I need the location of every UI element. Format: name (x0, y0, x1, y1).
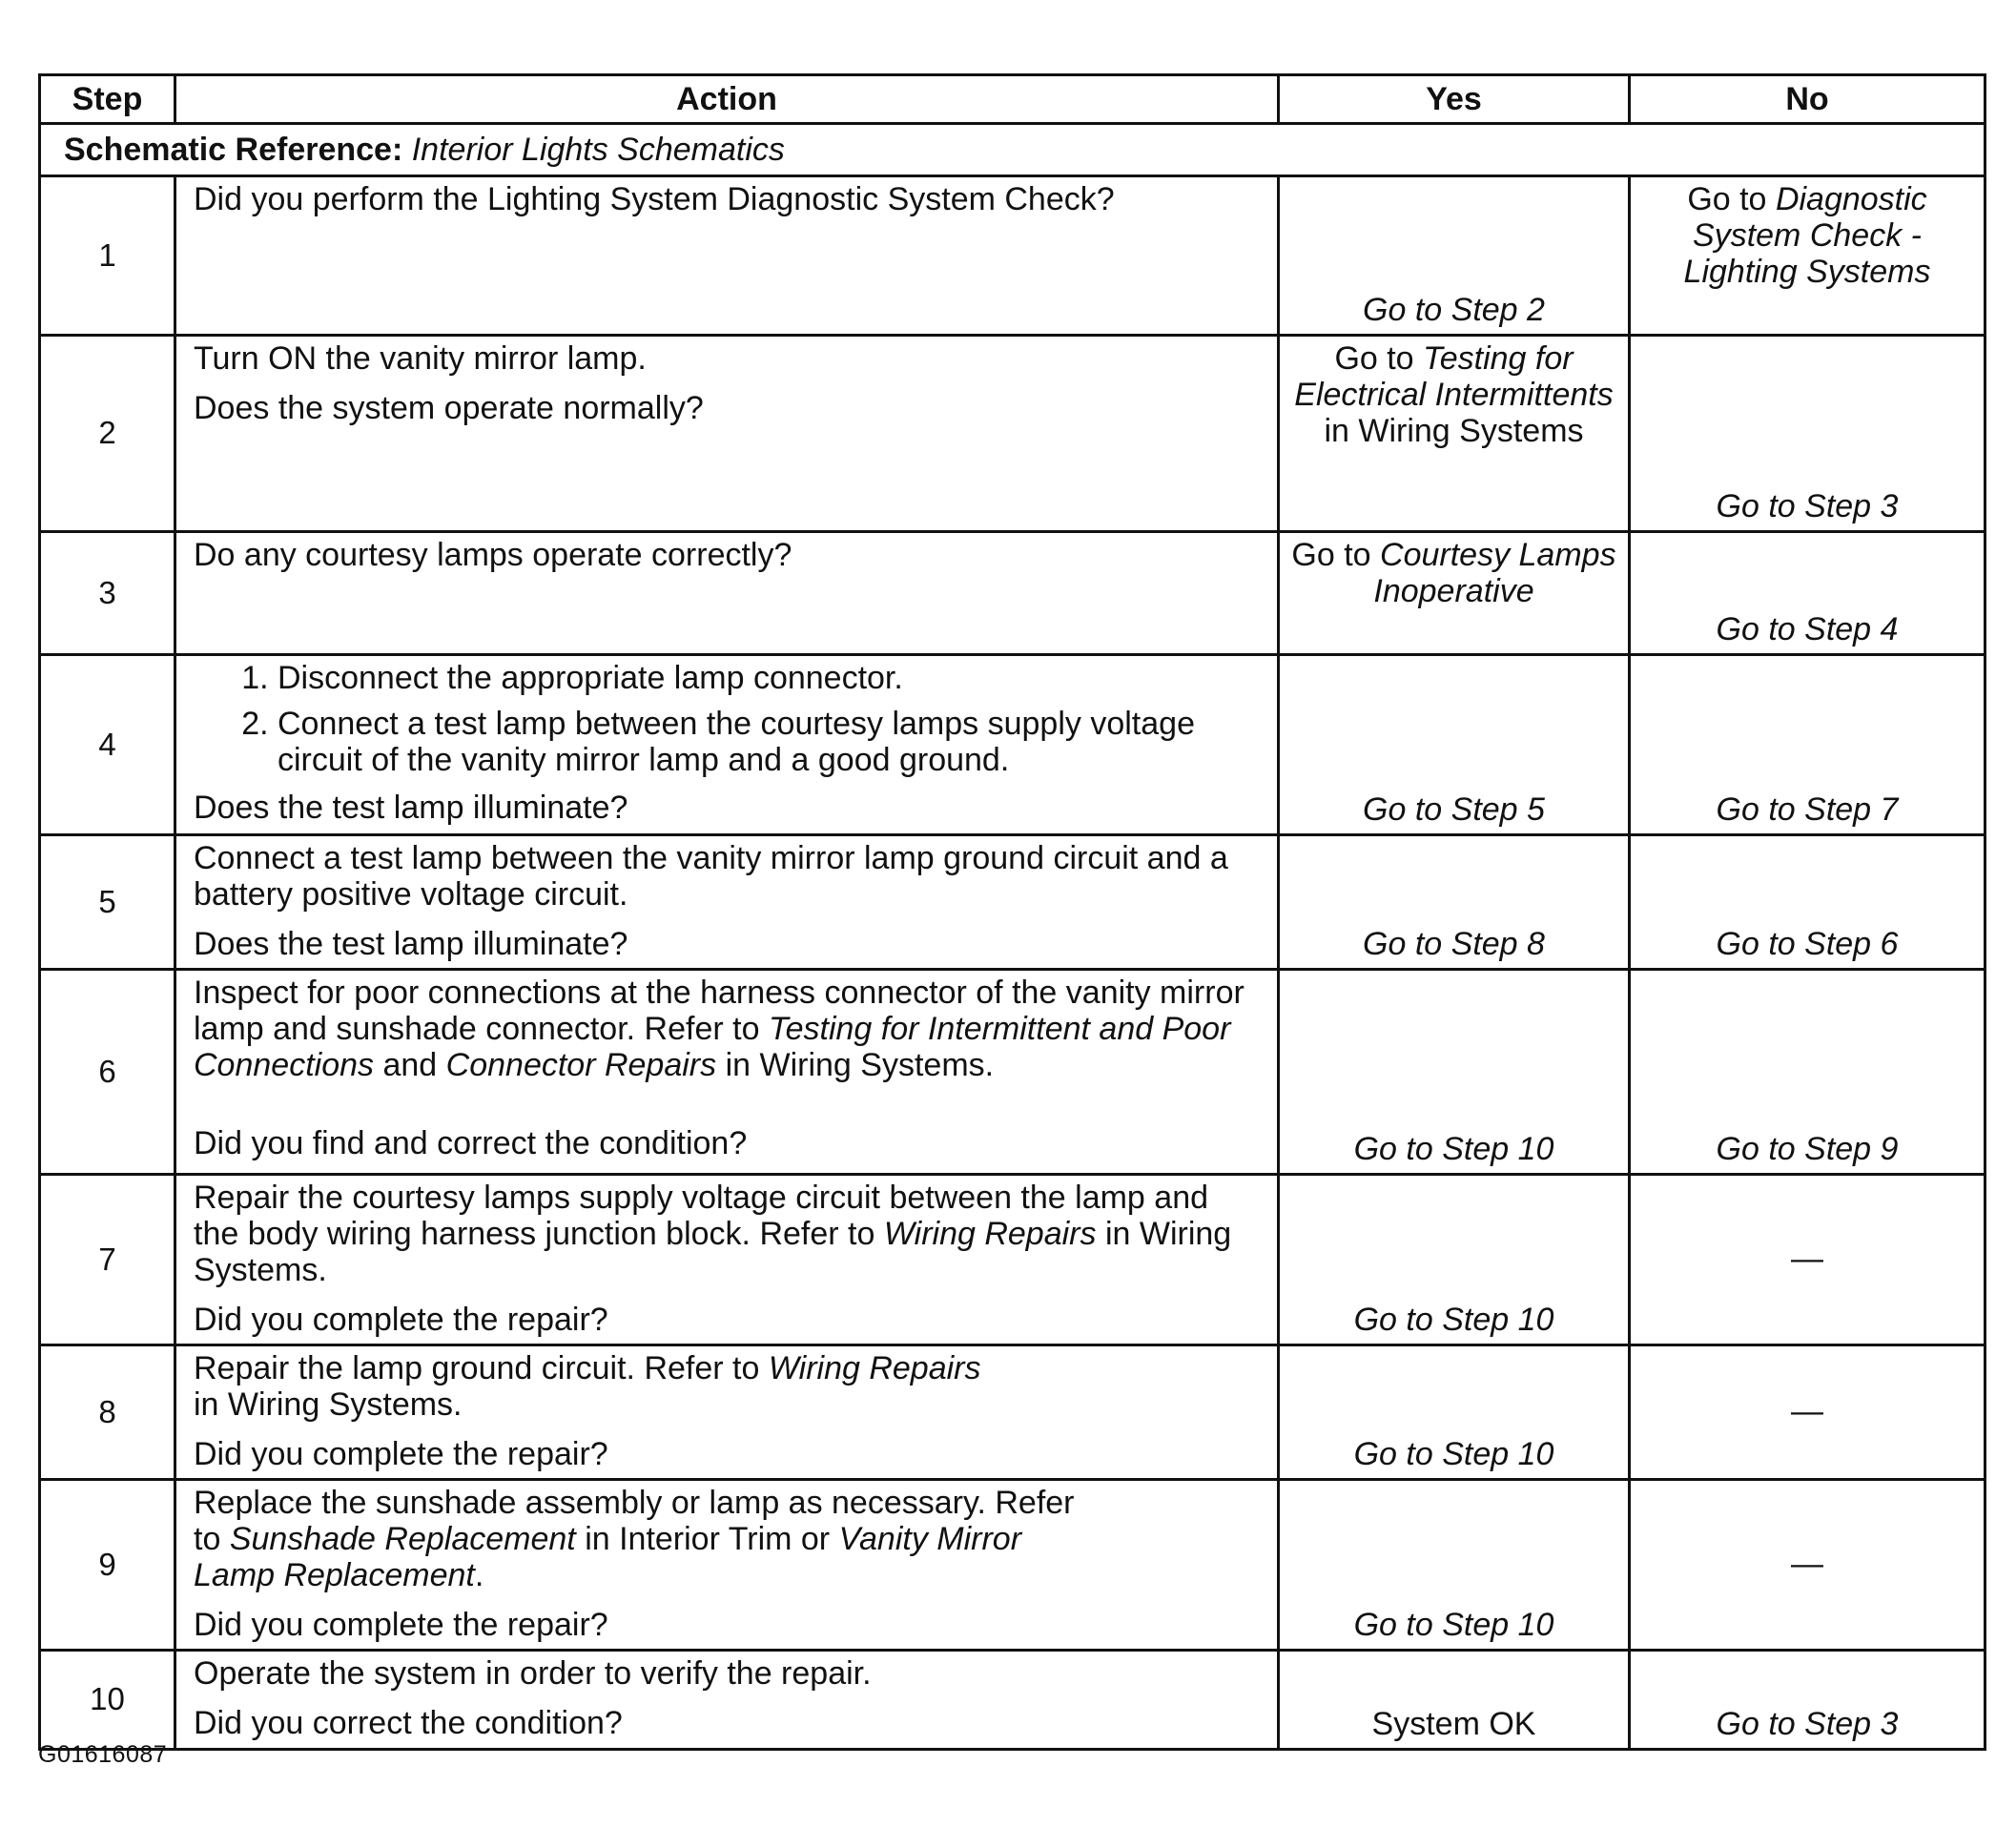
no-result-link[interactable]: Go to Step 3 (1716, 1705, 1899, 1742)
action-text: Repair the courtesy lamps supply voltage circuit between the lamp and the body wiring harness junction block. Refer to Wiring Repairs in Wiring Systems. (194, 1180, 1232, 1289)
yes-result-link[interactable]: Go to Step 2 (1363, 291, 1545, 328)
action-cell (175, 655, 1279, 835)
yes-result-link[interactable]: Go to Courtesy Lamps Inoperative (1291, 537, 1616, 610)
action-question: Did you complete the repair? (194, 1607, 608, 1644)
no-cell (1630, 1651, 1985, 1750)
step-number: 4 (40, 655, 175, 835)
action-text: Operate the system in order to verify the repair. (194, 1655, 872, 1692)
no-result-link[interactable]: Go to Step 4 (1716, 610, 1899, 647)
yes-result-link[interactable]: Go to Step 10 (1353, 1435, 1554, 1472)
yes-cell (1279, 176, 1630, 336)
no-result-dash: — (1791, 1545, 1823, 1582)
yes-result-link[interactable]: Go to Step 8 (1363, 925, 1545, 962)
action-cell (175, 1651, 1279, 1750)
no-result-link[interactable]: Go to Step 6 (1716, 925, 1899, 962)
yes-cell (1279, 1651, 1630, 1750)
table-row (40, 970, 1985, 1175)
yes-result-link[interactable]: Go to Step 10 (1353, 1130, 1554, 1167)
step-number: 6 (40, 970, 175, 1175)
step-number: 1 (40, 176, 175, 336)
header-no: No (1630, 75, 1985, 124)
action-text: Inspect for poor connections at the harness connector of the vanity mirror lamp and sunshade connector. Refer to Testing for Intermittent and Poor Connections and Connector Repairs in Wiring Systems. (194, 975, 1245, 1084)
no-result-link[interactable]: Go to Step 7 (1716, 790, 1899, 828)
header-step: Step (40, 75, 175, 124)
header-yes: Yes (1279, 75, 1630, 124)
schematic-reference-link[interactable]: Interior Lights Schematics (411, 131, 785, 168)
no-result-dash: — (1791, 1240, 1823, 1277)
yes-cell (1279, 1175, 1630, 1345)
no-result-link[interactable]: Go to Diagnostic System Check - Lighting Systems (1683, 181, 1931, 291)
yes-cell (1279, 835, 1630, 970)
no-result-link[interactable]: Go to Step 9 (1716, 1130, 1899, 1167)
schematic-reference-label: Schematic Reference: (64, 131, 403, 168)
schematic-reference (40, 124, 1985, 176)
yes-cell (1279, 532, 1630, 655)
action-text: Do any courtesy lamps operate correctly? (194, 537, 792, 573)
action-question: Did you complete the repair? (194, 1436, 608, 1473)
step-number: 7 (40, 1175, 175, 1345)
no-cell (1630, 532, 1985, 655)
diagnostic-table (38, 73, 1986, 1751)
yes-result-link[interactable]: Go to Step 10 (1353, 1301, 1554, 1338)
action-cell (175, 1175, 1279, 1345)
yes-result-link[interactable]: Go to Testing for Electrical Intermittents in Wiring Systems (1294, 340, 1614, 450)
action-cell (175, 1345, 1279, 1480)
step-number: 10 (40, 1651, 175, 1750)
action-cell (175, 336, 1279, 532)
step-number: 8 (40, 1345, 175, 1480)
action-cell (175, 1480, 1279, 1651)
yes-result-link[interactable]: Go to Step 5 (1363, 790, 1545, 828)
table-row (40, 176, 1985, 336)
action-question: Does the test lamp illuminate? (194, 790, 628, 827)
step-number: 9 (40, 1480, 175, 1651)
schematic-reference-row (40, 124, 1985, 176)
action-question: Did you find and correct the condition? (194, 1125, 748, 1162)
action-cell (175, 970, 1279, 1175)
table-row (40, 1480, 1985, 1651)
yes-cell (1279, 336, 1630, 532)
list-item: 2. Connect a test lamp between the courtesy lamps supply voltage circuit of the vanity mirror lamp and a good ground. (278, 706, 1262, 778)
action-text: Repair the lamp ground circuit. Refer to Wiring Repairs in Wiring Systems. (194, 1350, 981, 1424)
table-row (40, 1651, 1985, 1750)
no-cell (1630, 176, 1985, 336)
figure-id: G01616087 (38, 1741, 168, 1768)
table-row (40, 655, 1985, 835)
step-number: 3 (40, 532, 175, 655)
reference-link[interactable]: Connector Repairs (445, 1047, 717, 1084)
no-cell (1630, 655, 1985, 835)
action-cell (175, 532, 1279, 655)
step-number: 5 (40, 835, 175, 970)
list-item: 1. Disconnect the appropriate lamp connector. (278, 660, 1262, 696)
yes-cell (1279, 1480, 1630, 1651)
yes-result-link[interactable]: Go to Step 10 (1353, 1606, 1554, 1643)
table-row (40, 835, 1985, 970)
reference-link[interactable]: Testing for Intermittent and Poor Connections (194, 1011, 1231, 1084)
reference-link[interactable]: Wiring Repairs (883, 1216, 1097, 1253)
no-cell (1630, 835, 1985, 970)
table-row (40, 532, 1985, 655)
action-text: Did you perform the Lighting System Diagnostic System Check? (194, 181, 1115, 217)
reference-link[interactable]: Sunshade Replacement (229, 1521, 576, 1558)
action-question: Did you correct the condition? (194, 1705, 623, 1742)
no-cell (1630, 1345, 1985, 1480)
no-cell (1630, 336, 1985, 532)
no-cell (1630, 970, 1985, 1175)
action-text: Replace the sunshade assembly or lamp as necessary. Refer to Sunshade Replacement in Interior Trim or Vanity Mirror Lamp Replacement. (194, 1485, 1075, 1594)
table-row (40, 336, 1985, 532)
table-row (40, 1175, 1985, 1345)
step-number: 2 (40, 336, 175, 532)
action-list (194, 660, 1262, 778)
reference-link[interactable]: Wiring Repairs (768, 1350, 981, 1386)
yes-cell (1279, 655, 1630, 835)
no-cell (1630, 1175, 1985, 1345)
no-result-link[interactable]: Go to Step 3 (1716, 487, 1899, 524)
reference-link[interactable]: Vanity Mirror Lamp Replacement (194, 1521, 1022, 1594)
yes-cell (1279, 970, 1630, 1175)
header-row (40, 75, 1985, 124)
no-cell (1630, 1480, 1985, 1651)
action-question: Does the test lamp illuminate? (194, 926, 628, 963)
action-text: Connect a test lamp between the vanity mirror lamp ground circuit and a battery positive voltage circuit. (194, 840, 1228, 914)
table-row (40, 1345, 1985, 1480)
action-cell (175, 176, 1279, 336)
action-text: Turn ON the vanity mirror lamp. (194, 340, 647, 377)
action-cell (175, 835, 1279, 970)
header-action: Action (175, 75, 1279, 124)
action-question: Did you complete the repair? (194, 1302, 608, 1339)
yes-result: System OK (1371, 1705, 1536, 1742)
no-result-dash: — (1791, 1392, 1823, 1429)
action-question: Does the system operate normally? (194, 390, 704, 427)
yes-cell (1279, 1345, 1630, 1480)
